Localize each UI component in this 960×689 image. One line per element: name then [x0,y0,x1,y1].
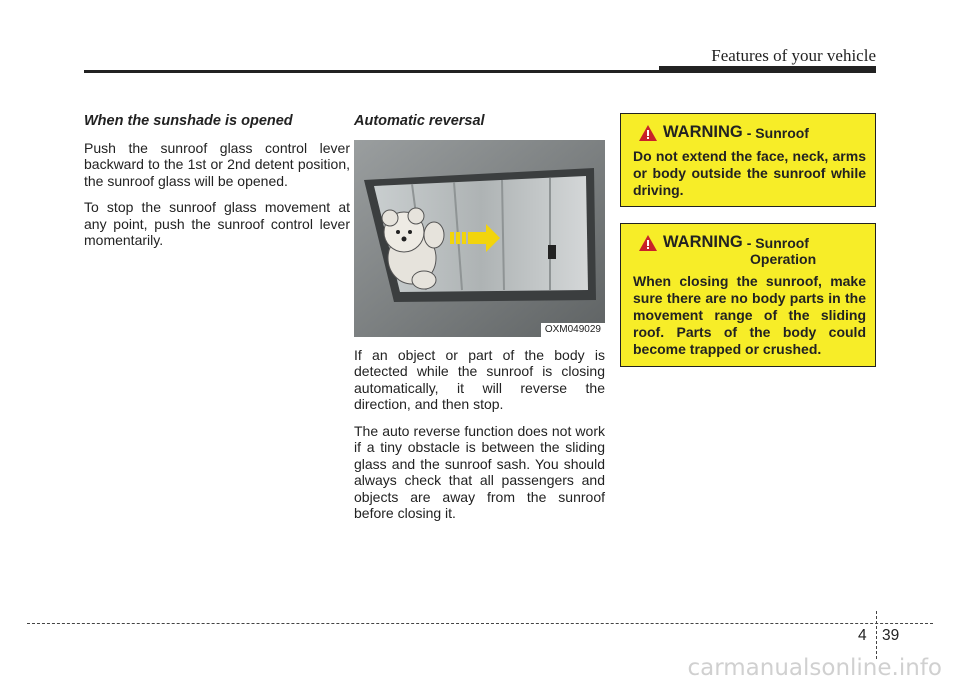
warning-subtitle: - Sunroof [746,235,809,251]
paragraph: If an object or part of the body is detected while the sunroof is closing automatically, it will reverse the direction, and then stop. [354,346,605,412]
left-column [84,113,350,259]
warning-box-sunroof [620,113,876,207]
middle-column [354,113,605,532]
page-number: 39 [882,627,900,644]
warning-subtitle-continued: Operation [750,251,817,267]
watermark: carmanualsonline.info [687,655,942,681]
warning-triangle-icon [639,235,657,251]
warning-text: When closing the sunroof, make sure there are no body parts in the movement range of the sliding roof. Parts of the body could become trapped or crushed. [633,273,866,357]
sunroof-photo-graphic [354,140,605,337]
paragraph: Push the sunroof glass control lever backward to the 1st or 2nd detent position, the sunroof glass will be opened. [84,139,350,189]
page-header-title: Features of your vehicle [711,46,876,65]
sunroof-illustration [354,140,605,337]
image-code: OXM049029 [541,323,605,337]
warning-text: Do not extend the face, neck, arms or body outside the sunroof while driving. [633,148,866,198]
section-heading-sunshade: When the sunshade is opened [84,113,293,129]
warning-title: WARNING [663,233,743,251]
header-rule-accent [659,66,876,73]
warning-subtitle: - Sunroof [746,125,809,141]
footer-rule [27,623,933,624]
warning-triangle-icon [639,125,657,141]
paragraph: The auto reverse function does not work if a tiny obstacle is between the sliding glass and the sunroof sash. You should always check that all passengers and objects are away from the sunroof before closing it. [354,422,605,521]
warning-title: WARNING [663,123,743,141]
section-heading-automatic-reversal: Automatic reversal [354,113,485,129]
warning-box-sunroof-operation [620,223,876,367]
paragraph: To stop the sunroof glass movement at any point, push the sunroof control lever momentarily. [84,199,350,248]
page-number-separator [876,611,877,659]
chapter-number: 4 [858,627,867,644]
